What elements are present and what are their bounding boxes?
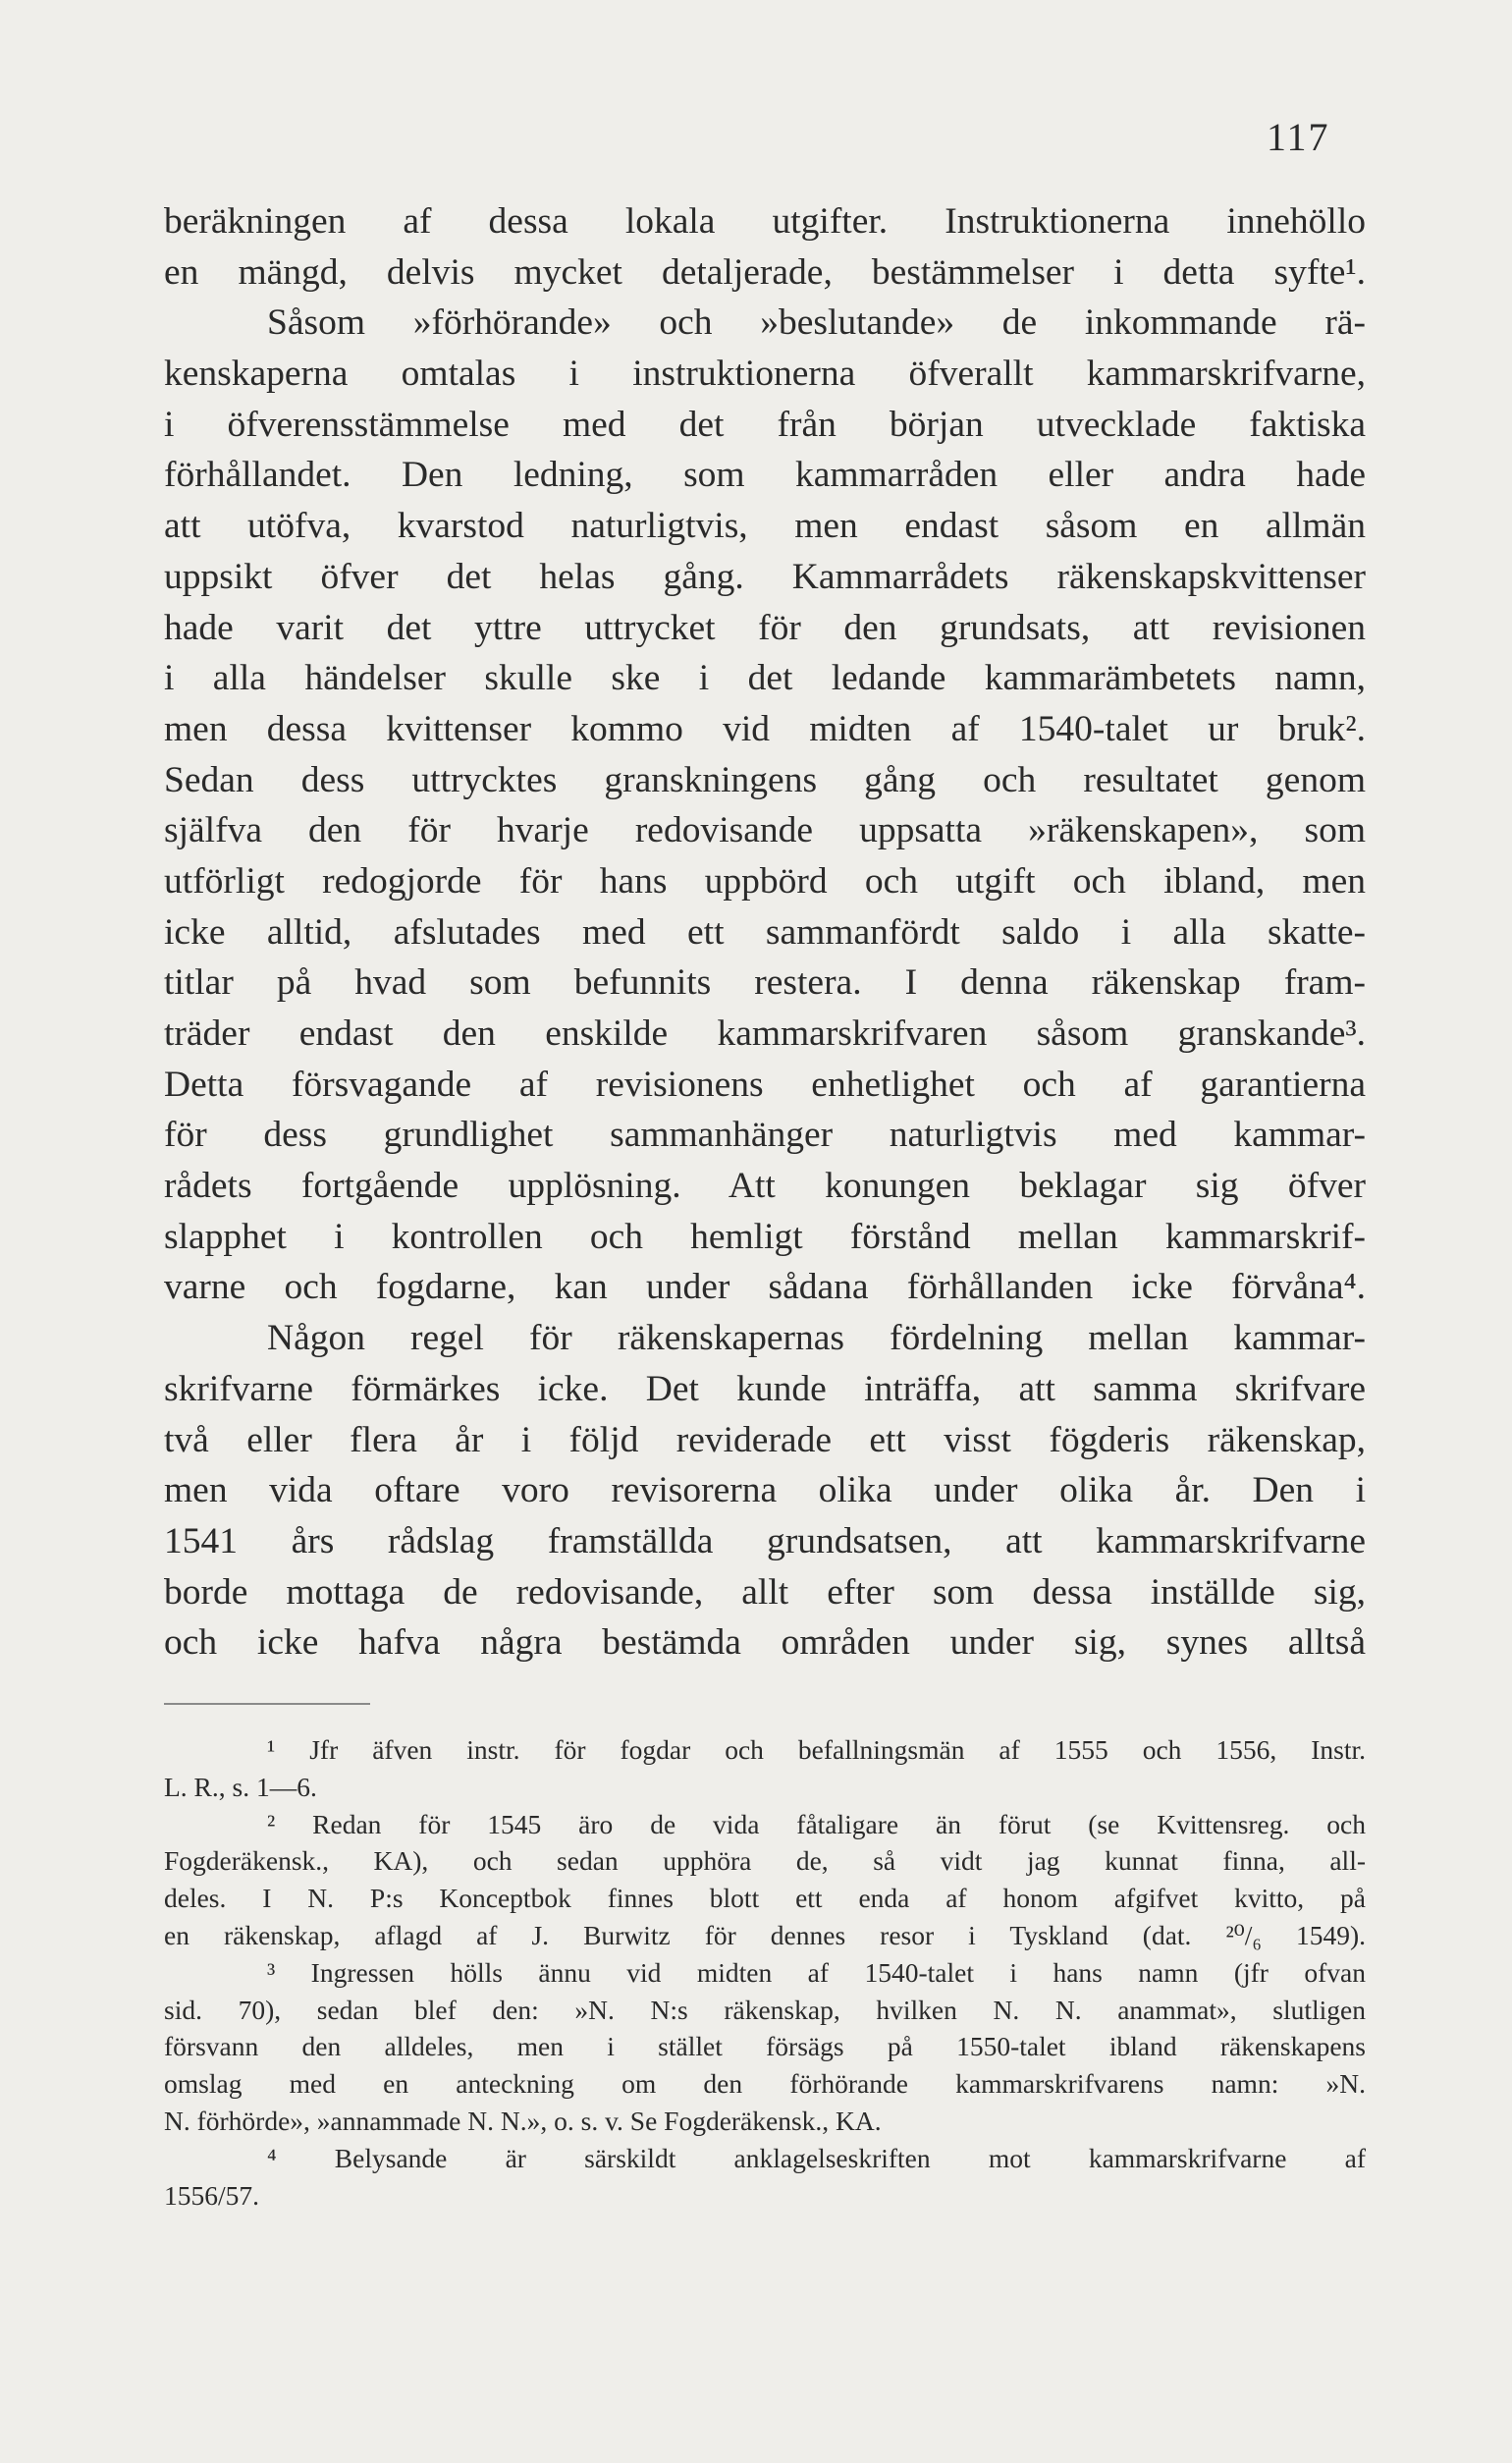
- page-number: 117: [1267, 115, 1330, 159]
- body-line: varne och fogdarne, kan under sådana förhållanden icke förvåna⁴.: [164, 1267, 1366, 1308]
- body-line: skrifvarne förmärkes icke. Det kunde inträffa, att samma skrifvare: [164, 1368, 1366, 1409]
- footnote-line: en räkenskap, aflagd af J. Burwitz för dennes resor i Tyskland (dat. ²⁰/₆ 1549).: [164, 1919, 1366, 1950]
- body-line: borde mottaga de redovisande, allt efter som dessa inställde sig,: [164, 1571, 1366, 1613]
- body-line: Någon regel för räkenskapernas fördelning mellan kammar-: [267, 1318, 1366, 1359]
- body-line: icke alltid, afslutades med ett sammanfördt saldo i alla skatte-: [164, 911, 1366, 953]
- footnote-line: L. R., s. 1—6.: [164, 1771, 317, 1802]
- body-line: beräkningen af dessa lokala utgifter. Instruktionerna innehöllo: [164, 201, 1366, 242]
- body-line: 1541 års rådslag framställda grundsatsen, att kammarskrifvarne: [164, 1520, 1366, 1561]
- body-line: en mängd, delvis mycket detaljerade, bestämmelser i detta syfte¹.: [164, 251, 1366, 293]
- body-line: hade varit det yttre uttrycket för den grundsats, att revisionen: [164, 607, 1366, 648]
- body-line: Såsom »förhörande» och »beslutande» de inkommande rä-: [267, 302, 1366, 344]
- body-line: i alla händelser skulle ske i det ledande kammarämbetets namn,: [164, 658, 1366, 699]
- body-line: Detta försvagande af revisionens enhetlighet och af garantierna: [164, 1064, 1366, 1105]
- body-line: förhållandet. Den ledning, som kammarråden eller andra hade: [164, 455, 1366, 496]
- body-line: kenskaperna omtalas i instruktionerna öfverallt kammarskrifvarne,: [164, 354, 1366, 395]
- footnote-line: ⁴ Belysande är särskildt anklagelseskriften mot kammarskrifvarne af: [267, 2142, 1366, 2173]
- footnote-line: ³ Ingressen hölls ännu vid midten af 1540-talet i hans namn (jfr ofvan: [267, 1956, 1366, 1988]
- body-line: i öfverensstämmelse med det från början utvecklade faktiska: [164, 404, 1366, 445]
- body-line: för dess grundlighet sammanhänger naturligtvis med kammar-: [164, 1115, 1366, 1156]
- footnote-line: deles. I N. P:s Konceptbok finnes blott ett enda af honom afgifvet kvitto, på: [164, 1883, 1366, 1914]
- body-text: [164, 196, 1366, 1669]
- footnote-line: försvann den alldeles, men i stället försägs på 1550-talet ibland räkenskapens: [164, 2031, 1366, 2062]
- body-line: två eller flera år i följd reviderade ett visst fögderis räkenskap,: [164, 1419, 1366, 1460]
- footnote-line: ² Redan för 1545 äro de vida fåtaligare än förut (se Kvittensreg. och: [267, 1808, 1366, 1839]
- body-line: uppsikt öfver det helas gång. Kammarrådets räkenskapskvittenser: [164, 556, 1366, 597]
- footnote-line: sid. 70), sedan blef den: »N. N:s räkenskap, hvilken N. N. anammat», slutligen: [164, 1994, 1366, 2025]
- footnote-line: ¹ Jfr äfven instr. för fogdar och befallningsmän af 1555 och 1556, Instr.: [267, 1734, 1366, 1765]
- body-line: utförligt redogjorde för hans uppbörd och utgift och ibland, men: [164, 860, 1366, 902]
- body-line: slapphet i kontrollen och hemligt förstånd mellan kammarskrif-: [164, 1216, 1366, 1257]
- body-line: rådets fortgående upplösning. Att konungen beklagar sig öfver: [164, 1166, 1366, 1207]
- body-line: att utöfva, kvarstod naturligtvis, men endast såsom en allmän: [164, 506, 1366, 547]
- body-line: Sedan dess uttrycktes granskningens gång och resultatet genom: [164, 759, 1366, 800]
- body-line: träder endast den enskilde kammarskrifvaren såsom granskande³.: [164, 1013, 1366, 1054]
- footnote-divider: [164, 1703, 370, 1705]
- body-line: och icke hafva några bestämda områden under sig, synes alltså: [164, 1622, 1366, 1664]
- footnote-line: omslag med en anteckning om den förhörande kammarskrifvarens namn: »N.: [164, 2068, 1366, 2100]
- body-line: men vida oftare voro revisorerna olika under olika år. Den i: [164, 1470, 1366, 1511]
- footnote-line: Fogderäkensk., KA), och sedan upphöra de, så vidt jag kunnat finna, all-: [164, 1845, 1366, 1877]
- footnote-line: 1556/57.: [164, 2179, 260, 2211]
- footnote-line: N. förhörde», »annammade N. N.», o. s. v. Se Fogderäkensk., KA.: [164, 2105, 882, 2136]
- body-line: men dessa kvittenser kommo vid midten af 1540-talet ur bruk².: [164, 708, 1366, 749]
- footnotes: [164, 1731, 1366, 2214]
- body-line: själfva den för hvarje redovisande uppsatta »räkenskapen», som: [164, 810, 1366, 851]
- body-line: titlar på hvad som befunnits restera. I denna räkenskap fram-: [164, 962, 1366, 1004]
